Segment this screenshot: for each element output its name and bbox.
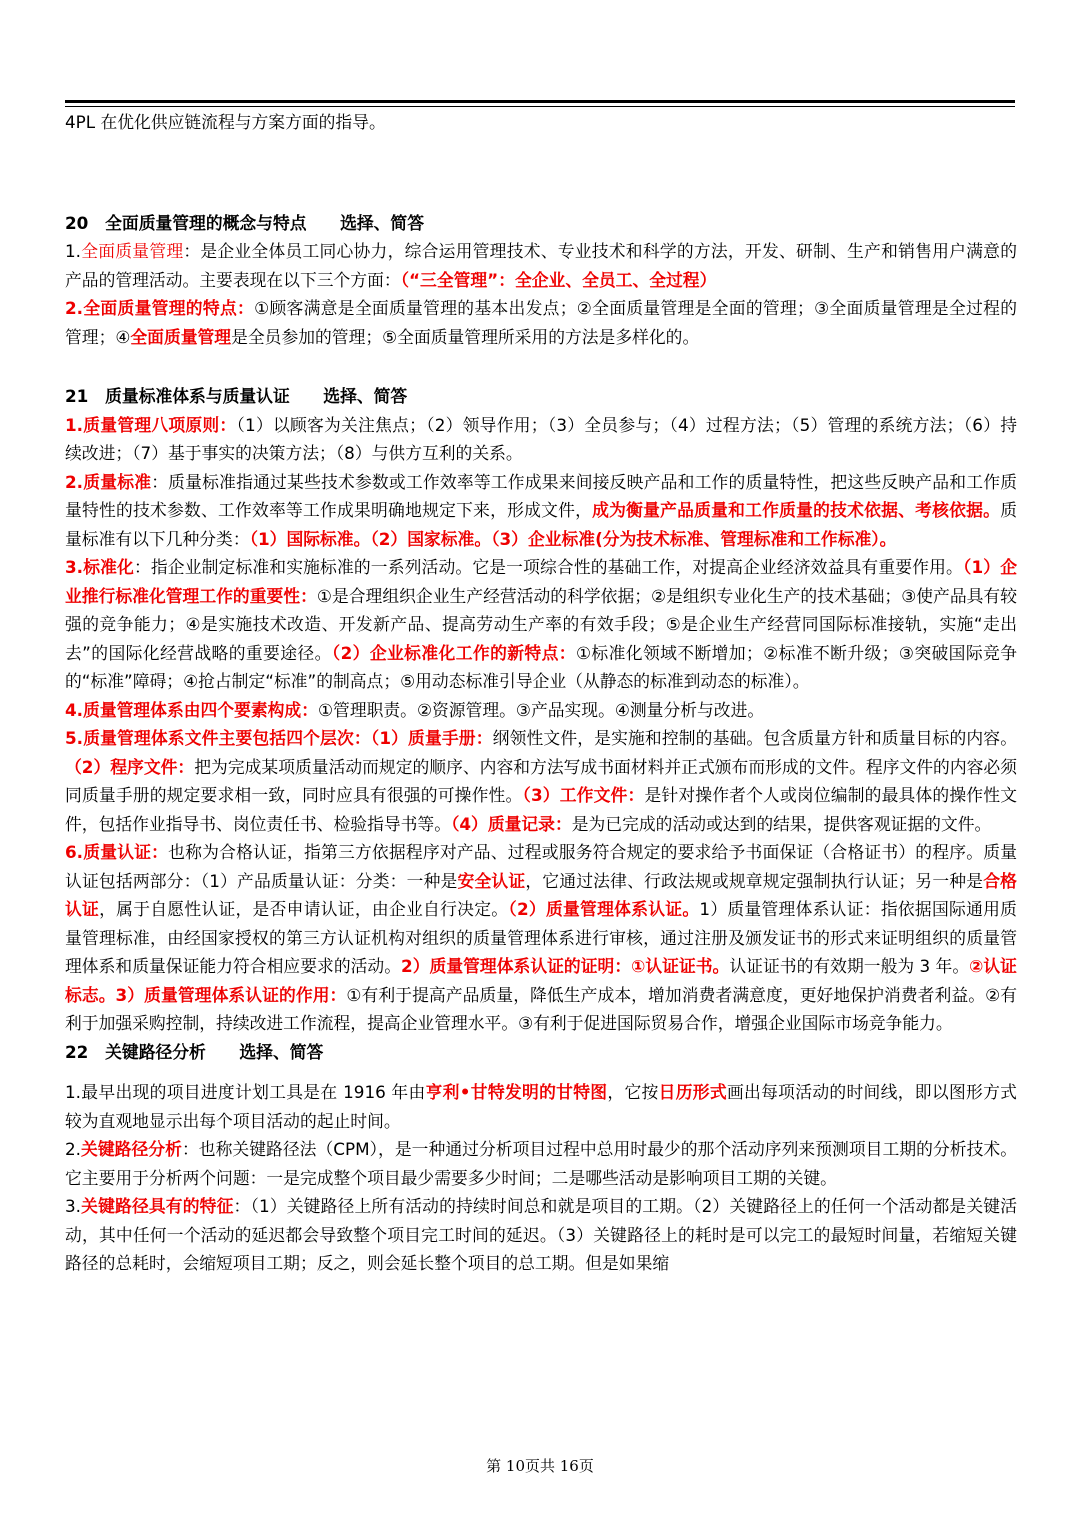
text: 是为已完成的活动或达到的结果，提供客观证据的文件。 [571,813,992,834]
highlight-text: 3.标准化 [65,557,134,577]
highlight-text: 全面质量管理 [81,241,184,261]
highlight-text: （“三全管理”：全企业、全员工、全过程） [400,269,717,290]
highlight-text: 2.质量标准 [65,471,152,492]
paragraph [65,1135,1017,1192]
highlight-text: 合格认证 [65,870,1017,919]
text: ，它按 [607,1082,659,1102]
paragraph [65,724,1017,838]
page-number-footer: 第 10页共 16页 [486,1457,594,1475]
text: ：指企业制定标准和实施标准的一系列活动。它是一项综合性的基础工作，对提高企业经济效益具有重要作用。 [133,557,963,577]
highlight-text: （2）企业标准化工作的新特点： [331,642,576,663]
text: ：（1）关键路径上所有活动的持续时间总和就是项目的工期。（2）关键路径上的任何一个活动都是关键活动，其中任何一个活动的延迟都会导致整个项目完工时间的延迟。（3）关键路径上的耗时是可以完工的最短时间量，若缩短关键路径的总耗时，会缩短项目工期；反之，则会延长整个项目的总工期。但是如果缩 [65,1196,1017,1273]
text: 1）质量管理体系认证：指依据国际通用质量管理标准，由经国家授权的第三方认证机构对组织的质量管理体系进行审核，通过注册及颁发证书的形式来证明组织的质量管理体系和质量保证能力符合相应要求的活动。 [65,899,1017,976]
paragraph [65,237,1017,294]
text: 也称为合格认证，指第三方依据程序对产品、过程或服务符合规定的要求给予书面保证（合格证书）的程序。质量认证包括两部分：（1）产品质量认证：分类：一种是 [65,842,1017,891]
highlight-text: 日历形式 [658,1082,727,1102]
text: ①是合理组织企业生产经营活动的科学依据；②是组织专业化生产的技术基础；③使产品具有较强的竞争能力；④是实施技术改造、开发新产品、提高劳动生产率的有效手段；⑤是企业生产经营同国际标准接轨，实施“走出去”的国际化经营战略的重要途径。 [65,585,1017,663]
header-rule-thin [65,106,1015,107]
text: ：也称关键路径法（CPM），是一种通过分析项目过程中总用时最少的那个活动序列来预测项目工期的分析技术。它主要用于分析两个问题：一是完成整个项目最少需要多少时间；二是哪些活动是影响项目工期的关键。 [65,1139,1017,1188]
text: 把为完成某项质量活动而规定的顺序、内容和方法写成书面材料并正式颁布而形成的文件。程序文件的内容必须同质量手册的规定要求相一致，同时应具有很强的可操作性。 [65,756,1017,805]
highlight-text: 5.质量管理体系文件主要包括四个层次：（1）质量手册： [65,728,493,748]
text: 1. [65,241,82,261]
intro-line: 4PL 在优化供应链流程与方案方面的指导。 [65,112,386,132]
text: 质量标准有以下几种分类： [65,500,1017,549]
paragraph [65,1078,1017,1135]
text: 2. [65,1139,82,1159]
text: ①顾客满意是全面质量管理的基本出发点；②全面质量管理是全面的管理；③全面质量管理是全过程的管理；④ [65,298,1017,347]
paragraph [65,294,1017,351]
highlight-text: 成为衡量产品质量和工作质量的技术依据、考核依据。 [592,500,1001,520]
highlight-text: 全面质量管理 [130,326,232,347]
highlight-text: 1.质量管理八项原则： [65,414,237,435]
paragraph [65,696,1017,725]
highlight-text: （2）程序文件： [65,756,195,777]
text: ：是企业全体员工同心协力，综合运用管理技术、专业技术和科学的方法，开发、研制、生产和销售用户满意的产品的管理活动。主要表现在以下三个方面： [65,241,1017,290]
text: ：质量标准指通过某些技术参数或工作效率等工作成果来间接反映产品和工作的质量特性，把这些反映产品和工作质量特性的技术参数、工作效率等工作成果明确地规定下来，形成文件， [65,471,1017,520]
highlight-text: 关键路径分析 [81,1139,182,1159]
highlight-text: （2）质量管理体系认证。 [508,899,700,919]
section-heading-21: 21 质量标准体系与质量认证 选择、简答 [65,386,408,406]
text: ①管理职责。②资源管理。③产品实现。④测量分析与改进。 [318,699,765,720]
text: （1）以顾客为关注焦点；（2）领导作用；（3）全员参与；（4）过程方法；（5）管理的系统方法；（6）持续改进；（7）基于事实的决策方法；（8）与供方互利的关系。 [65,414,1017,463]
text: 纲领性文件，是实施和控制的基础。包含质量方针和质量目标的内容。 [492,728,1017,748]
header-rule-thick [65,100,1015,103]
paragraph [65,411,1017,468]
text: 是针对操作者个人或岗位编制的最具体的操作性文件，包括作业指导书、岗位责任书、检验指导书等。 [65,785,1017,834]
highlight-text: 6.质量认证： [65,842,169,862]
text: 画出每项活动的时间线，即以图形方式较为直观地显示出每个项目活动的起止时间。 [65,1082,1017,1131]
page-body [65,108,1017,1278]
highlight-text: （1）企业推行标准化管理工作的重要性： [65,557,1017,606]
section-heading-22: 22 关键路径分析 选择、简答 [65,1041,324,1062]
highlight-text: （3）工作文件： [522,785,645,805]
highlight-text: 安全认证 [457,870,526,891]
highlight-text: 亨利•甘特发明的甘特图 [425,1082,608,1102]
text: 3. [65,1196,82,1216]
highlight-text: （4）质量记录： [450,813,572,834]
paragraph [65,553,1017,696]
text: 认证证书的有效期一般为 3 年。 [729,956,970,976]
text: 1.最早出现的项目进度计划工具是在 1916 年由 [65,1082,426,1102]
paragraph [65,468,1017,554]
highlight-text: 2）质量管理体系认证的证明：①认证证书。 [401,956,730,976]
highlight-text: ②认证标志。3）质量管理体系认证的作用： [65,956,1017,1005]
highlight-text: 2.全面质量管理的特点： [65,298,255,318]
text: ，它通过法律、行政法规或规章规定强制执行认证；另一种是 [525,870,984,891]
paragraph [65,1192,1017,1278]
text: 是全员参加的管理；⑤全面质量管理所采用的方法是多样化的。 [231,326,700,347]
highlight-text: 关键路径具有的特征 [81,1196,234,1216]
highlight-text: 4.质量管理体系由四个要素构成： [65,699,318,720]
section-heading-20: 20 全面质量管理的概念与特点 选择、简答 [65,212,424,233]
highlight-text: （1）国际标准。（2）国家标准。（3）企业标准(分为技术标准、管理标准和工作标准）。 [249,528,897,549]
paragraph [65,838,1017,1038]
text: ①标准化领域不断增加；②标准不断升级；③突破国际竞争的“标准”障碍；④抢占制定“标准”的制高点；⑤用动态标准引导企业（从静态的标准到动态的标准）。 [65,642,1017,691]
text: ①有利于提高产品质量，降低生产成本，增加消费者满意度，更好地保护消费者利益。②有利于加强采购控制，持续改进工作流程，提高企业管理水平。③有利于促进国际贸易合作，增强企业国际市场竞争能力。 [65,984,1017,1033]
text: ，属于自愿性认证，是否申请认证，由企业自行决定。 [99,899,509,919]
